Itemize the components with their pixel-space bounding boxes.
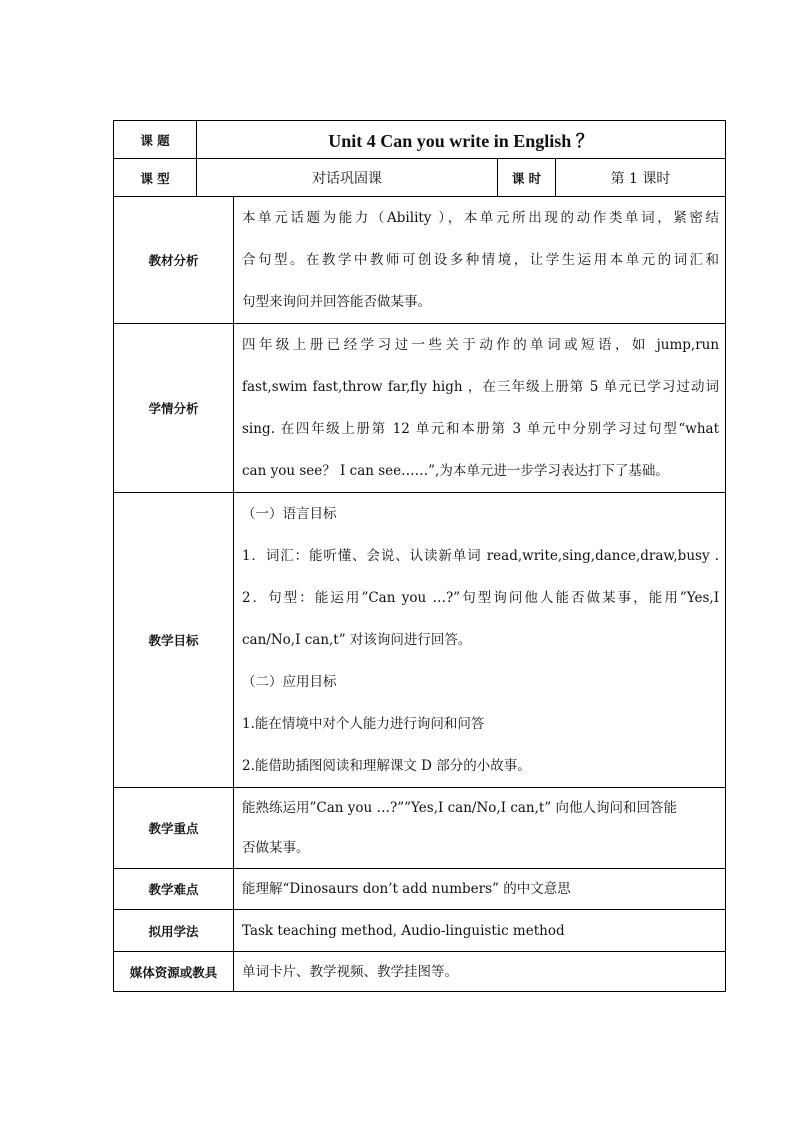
- period-value: 第 1 课时: [556, 159, 726, 197]
- content-line: （二）应用目标: [242, 674, 337, 690]
- content-line: Task teaching method, Audio-linguistic method: [242, 922, 565, 939]
- content-line: 合句型。在教学中教师可创设多种情境，让学生运用本单元的词汇和: [242, 252, 720, 268]
- section-label: 教学难点: [114, 869, 234, 910]
- period-label: 课 时: [498, 159, 556, 197]
- section-label: 教学重点: [114, 788, 234, 869]
- section-label: 拟用学法: [114, 910, 234, 952]
- content-line: fast,swim fast,throw far,fly high ，在三年级上册第 5 单元已学习过动词: [242, 379, 720, 395]
- section-row-learning-method: [114, 910, 726, 952]
- section-label: 教学目标: [114, 493, 234, 788]
- content-line: can you see？ I can see……”,为本单元进一步学习表达打下了基础。: [242, 463, 669, 479]
- section-row-textbook-analysis: [114, 197, 726, 324]
- section-content: [234, 910, 726, 952]
- lesson-title: Unit 4 Can you write in English ？: [197, 121, 726, 159]
- section-row-teaching-objectives: [114, 493, 726, 788]
- section-content: [234, 324, 726, 493]
- content-line: can/No,I can,t” 对该询问进行回答。: [242, 632, 472, 648]
- content-line: 句型来询问并回答能否做某事。: [242, 294, 431, 310]
- content-line: 能熟练运用”Can you …?””Yes,I can/No,I can,t” 向他人询问和回答能: [242, 800, 678, 816]
- type-row: [114, 159, 726, 197]
- content-line: 否做某事。: [242, 840, 310, 856]
- section-row-student-analysis: [114, 324, 726, 493]
- section-content: [234, 788, 726, 869]
- topic-label: 课 题: [114, 121, 197, 159]
- section-label: 学情分析: [114, 324, 234, 493]
- section-content: [234, 869, 726, 910]
- content-line: 1．词汇：能听懂、会说、认读新单词 read,write,sing,dance,draw,busy .: [242, 548, 720, 564]
- section-row-media-resources: [114, 952, 726, 992]
- content-line: sing. 在四年级上册第 12 单元和本册第 3 单元中分别学习过句型“what: [242, 421, 720, 437]
- section-label: 教材分析: [114, 197, 234, 324]
- content-line: 四年级上册已经学习过一些关于动作的单词或短语，如 jump,run: [242, 337, 720, 353]
- content-line: 2．句型：能运用”Can you …?”句型询问他人能否做某事，能用”Yes,I: [242, 590, 720, 606]
- section-label: 媒体资源或教具: [114, 952, 234, 992]
- content-line: 1.能在情境中对个人能力进行询问和问答: [242, 716, 485, 732]
- lesson-plan-table: [113, 120, 726, 992]
- section-content: [234, 493, 726, 788]
- content-line: （一）语言目标: [242, 506, 337, 522]
- type-label: 课 型: [114, 159, 197, 197]
- section-row-key-points: [114, 788, 726, 869]
- section-content: [234, 952, 726, 992]
- section-content: [234, 197, 726, 324]
- content-line: 能理解“Dinosaurs don’t add numbers” 的中文意思: [242, 881, 571, 897]
- topic-row: [114, 121, 726, 159]
- section-row-difficulties: [114, 869, 726, 910]
- content-line: 2.能借助插图阅读和理解课文 D 部分的小故事。: [242, 758, 531, 774]
- content-line: 单词卡片、教学视频、教学挂图等。: [242, 963, 458, 980]
- type-value: 对话巩固课: [197, 159, 498, 197]
- content-line: 本单元话题为能力（Ability ），本单元所出现的动作类单词，紧密结: [242, 210, 720, 226]
